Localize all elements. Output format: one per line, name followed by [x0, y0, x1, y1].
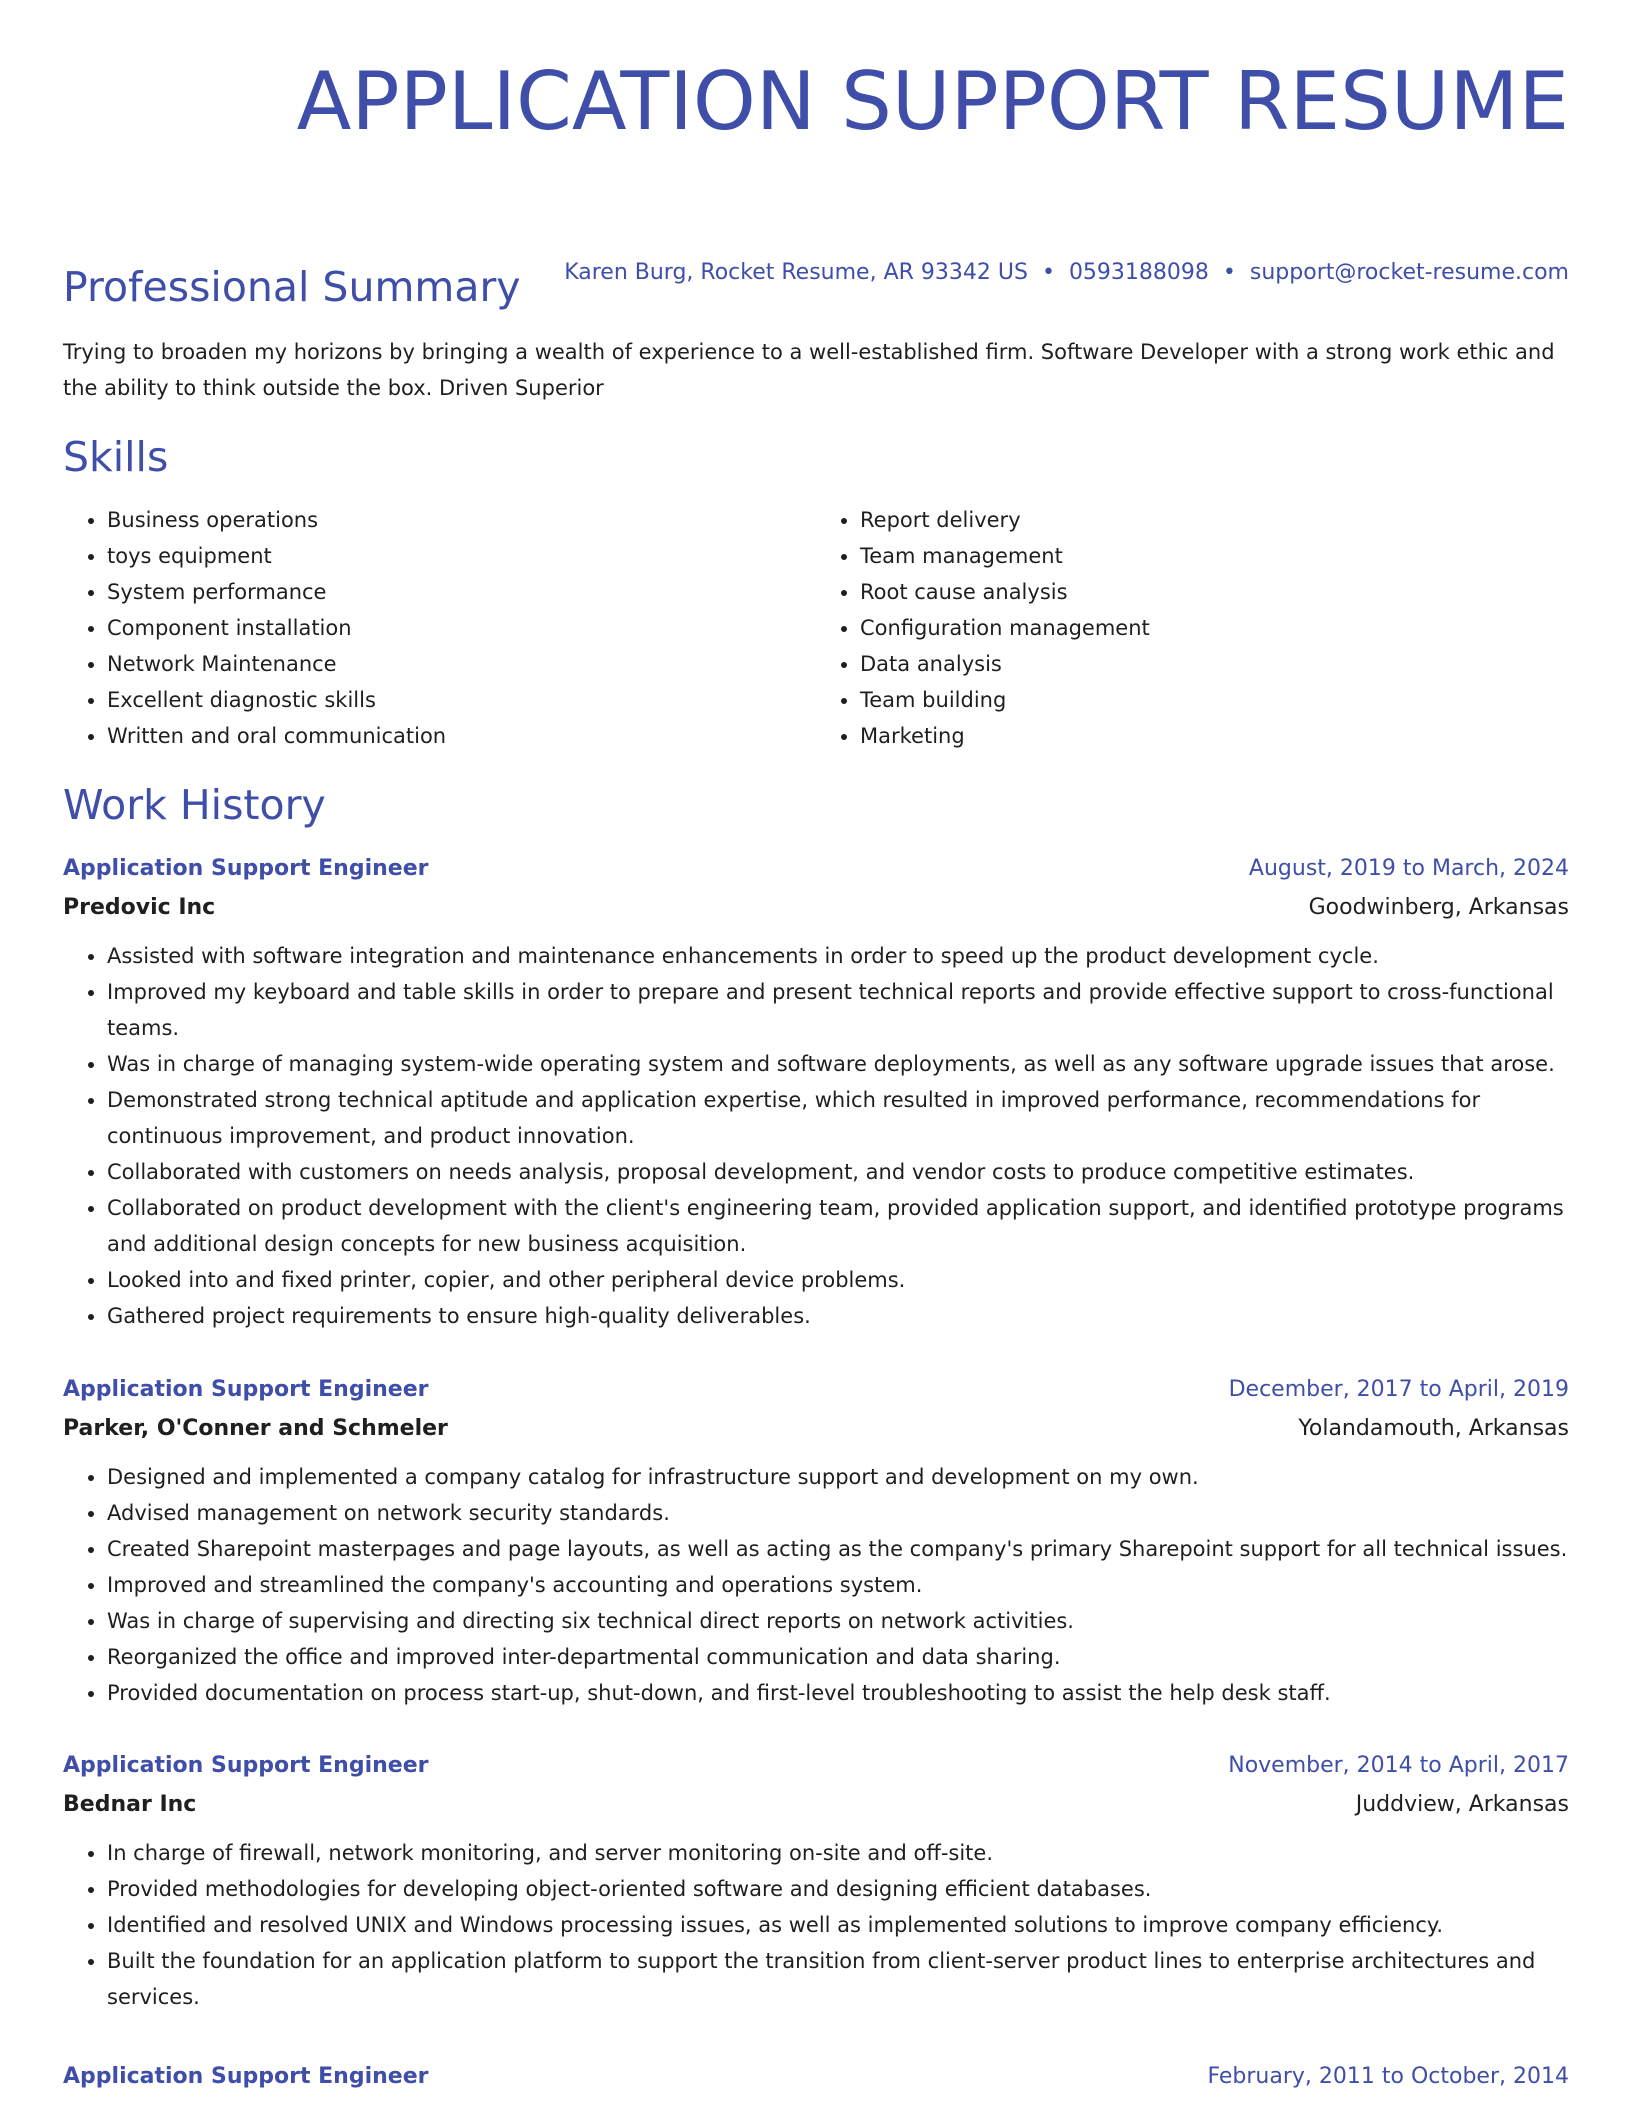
job-bullet: • Collaborated with customers on needs analysis, proposal development, and vendor costs to produce competitive estimates.: [107, 1154, 1569, 1190]
job-header-row: [63, 850, 1569, 888]
job-company-row: [63, 1409, 1569, 1449]
skills-left-column: [63, 502, 816, 754]
job-company: Predovic Inc: [63, 895, 216, 920]
job-header-row: [63, 1747, 1569, 1785]
job-location: Juddview, Arkansas: [1355, 1792, 1569, 1817]
skills-right-column: [816, 502, 1569, 754]
job-dates: August, 2019 to March, 2024: [1248, 856, 1569, 881]
job-entry: [63, 850, 1569, 1334]
job-company: Parker, O'Conner and Schmeler: [63, 1416, 448, 1441]
job-bullet: • Designed and implemented a company catalog for infrastructure support and development on my own.: [107, 1459, 1569, 1495]
skill-item: • Data analysis: [860, 646, 1569, 682]
job-bullet: • Was in charge of managing system-wide operating system and software deployments, as well as any software upgrade issues that arose.: [107, 1046, 1569, 1082]
job-bullets: [63, 938, 1569, 1334]
job-bullet: • Demonstrated strong technical aptitude and application expertise, which resulted in improved performance, recommendations for continuous improvement, and product innovation.: [107, 1082, 1569, 1154]
contact-address: Karen Burg, Rocket Resume, AR 93342 US: [564, 260, 1028, 285]
job-bullet: • Provided methodologies for developing object-oriented software and designing efficient databases.: [107, 1871, 1569, 1907]
job-title: Application Support Engineer: [63, 1753, 429, 1778]
job-location: Goodwinberg, Arkansas: [1308, 895, 1569, 920]
contact-email: support@rocket-resume.com: [1249, 260, 1569, 285]
resume-title: APPLICATION SUPPORT RESUME: [296, 55, 1569, 148]
job-title: Application Support Engineer: [63, 1377, 429, 1402]
job-bullets: [63, 1459, 1569, 1711]
job-bullet: • Gathered project requirements to ensure high-quality deliverables.: [107, 1298, 1569, 1334]
job-bullet: • Reorganized the office and improved inter-departmental communication and data sharing.: [107, 1639, 1569, 1675]
separator-dot: •: [1222, 260, 1236, 285]
job-title: Application Support Engineer: [63, 856, 429, 881]
job-company-row: [63, 888, 1569, 928]
job-entry: [63, 1747, 1569, 2015]
job-entry: [63, 2058, 1569, 2096]
job-location: Yolandamouth, Arkansas: [1298, 1416, 1569, 1441]
contact-line: [564, 258, 1569, 288]
skill-item: • Team building: [860, 682, 1569, 718]
job-bullet: • Improved and streamlined the company's accounting and operations system.: [107, 1567, 1569, 1603]
job-bullet: • Improved my keyboard and table skills in order to prepare and present technical reports and provide effective support to cross-functional teams.: [107, 974, 1569, 1046]
job-bullet: • Created Sharepoint masterpages and page layouts, as well as acting as the company's primary Sharepoint support for all technical issues.: [107, 1531, 1569, 1567]
job-dates: February, 2011 to October, 2014: [1207, 2064, 1569, 2089]
skill-item: • toys equipment: [107, 538, 816, 574]
skill-item: • Component installation: [107, 610, 816, 646]
job-company: Bednar Inc: [63, 1792, 197, 1817]
summary-heading: Professional Summary: [63, 263, 521, 311]
job-bullet: • Collaborated on product development with the client's engineering team, provided application support, and identified prototype programs and additional design concepts for new business acquisition.: [107, 1190, 1569, 1262]
job-bullet: • In charge of firewall, network monitoring, and server monitoring on-site and off-site.: [107, 1835, 1569, 1871]
job-dates: November, 2014 to April, 2017: [1228, 1753, 1569, 1778]
job-entry: [63, 1371, 1569, 1711]
job-title: Application Support Engineer: [63, 2064, 429, 2089]
job-bullets: [63, 1835, 1569, 2015]
job-dates: December, 2017 to April, 2019: [1228, 1377, 1569, 1402]
skill-item: • Team management: [860, 538, 1569, 574]
skill-item: • Network Maintenance: [107, 646, 816, 682]
skill-item: • Written and oral communication: [107, 718, 816, 754]
skill-item: • Root cause analysis: [860, 574, 1569, 610]
job-bullet: • Was in charge of supervising and directing six technical direct reports on network activities.: [107, 1603, 1569, 1639]
skills-heading: Skills: [63, 433, 169, 481]
job-bullet: • Identified and resolved UNIX and Windows processing issues, as well as implemented solutions to improve company efficiency.: [107, 1907, 1569, 1943]
summary-text: Trying to broaden my horizons by bringing a wealth of experience to a well-established firm. Software Developer with a strong work ethic and the ability to think outside the box. Driven Superior: [63, 340, 1555, 400]
skill-item: • System performance: [107, 574, 816, 610]
job-bullet: • Looked into and fixed printer, copier, and other peripheral device problems.: [107, 1262, 1569, 1298]
job-bullet: • Advised management on network security standards.: [107, 1495, 1569, 1531]
job-header-row: [63, 2058, 1569, 2096]
work-history-heading: Work History: [63, 781, 326, 829]
skill-item: • Marketing: [860, 718, 1569, 754]
skill-item: • Business operations: [107, 502, 816, 538]
separator-dot: •: [1041, 260, 1055, 285]
job-header-row: [63, 1371, 1569, 1409]
job-bullet: • Assisted with software integration and maintenance enhancements in order to speed up the product development cycle.: [107, 938, 1569, 974]
job-bullet: • Provided documentation on process start-up, shut-down, and first-level troubleshooting to assist the help desk staff.: [107, 1675, 1569, 1711]
job-bullet: • Built the foundation for an application platform to support the transition from client-server product lines to enterprise architectures and services.: [107, 1943, 1569, 2015]
contact-phone: 0593188098: [1068, 260, 1209, 285]
job-company-row: [63, 1785, 1569, 1825]
skills-list: [63, 502, 1569, 754]
skill-item: • Excellent diagnostic skills: [107, 682, 816, 718]
skill-item: • Report delivery: [860, 502, 1569, 538]
skill-item: • Configuration management: [860, 610, 1569, 646]
